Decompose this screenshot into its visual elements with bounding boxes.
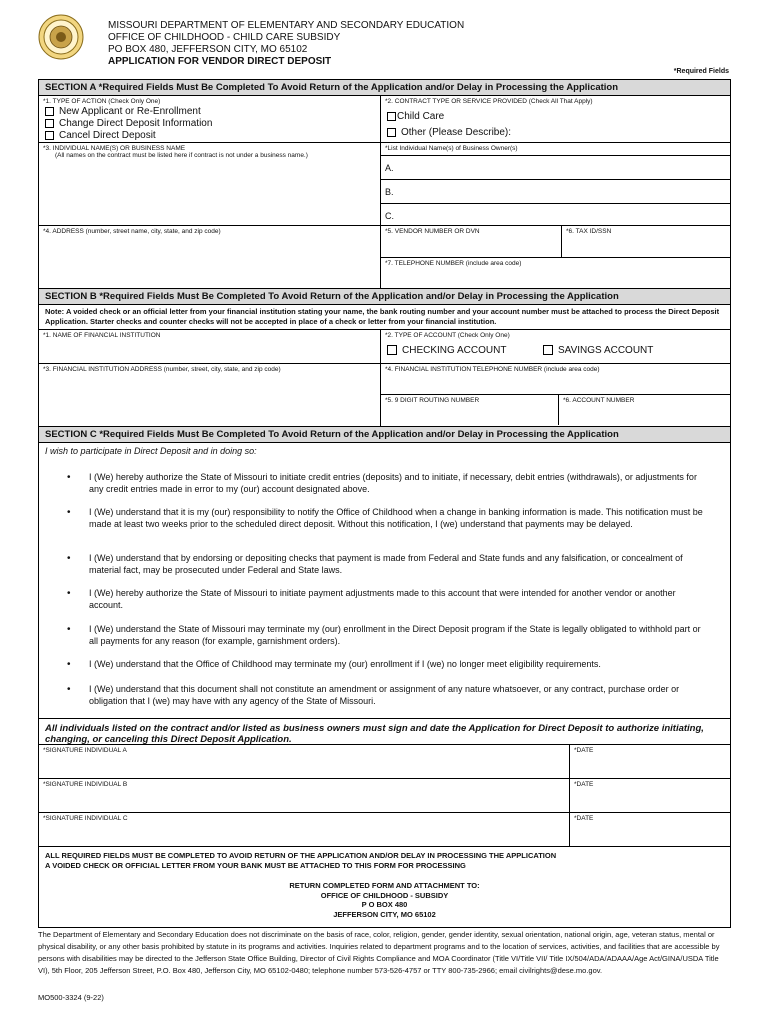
contract-type-label: *2. CONTRACT TYPE OR SERVICE PROVIDED (Check All That Apply) <box>385 98 593 105</box>
section-c-intro: I wish to participate in Direct Deposit and in doing so: <box>45 446 257 456</box>
checking-account-option[interactable]: CHECKING ACCOUNT <box>381 344 537 356</box>
financial-institution-address-label: *3. FINANCIAL INSTITUTION ADDRESS (number, street, city, state, and zip code) <box>43 366 281 373</box>
header-line-2: OFFICE OF CHILDHOOD - CHILD CARE SUBSIDY <box>108 32 341 43</box>
list-item: • I (We) understand that it is my (our) responsibility to notify the Office of Childhood when a change in banking information is made. This notification must be made at least two weeks prior to the scheduled direct deposit. Without this notification, I (we) understand that payments may be delayed. <box>67 507 703 529</box>
section-b-note: Note: A voided check or an official letter from your financial institution stating your name, the bank routing number and your account number must be attached to process the Direct Deposit Application. Starter checks and counter checks will not be accepted in place of a check or letter from your financial institution. <box>39 305 730 330</box>
checkbox[interactable] <box>387 112 396 121</box>
contract-option-other[interactable]: Other (Please Describe): <box>381 126 730 138</box>
account-number-label: *6. ACCOUNT NUMBER <box>563 397 635 404</box>
application-form <box>38 79 731 928</box>
individual-name-field[interactable] <box>39 143 381 225</box>
signature-a-field[interactable]: *SIGNATURE INDIVIDUAL A <box>39 745 570 778</box>
routing-number-field[interactable] <box>381 395 559 425</box>
address-label: *4. ADDRESS (number, street name, city, state, and zip code) <box>43 228 221 235</box>
owner-b-field[interactable]: B. <box>381 179 730 203</box>
nondiscrimination-statement: The Department of Elementary and Secondary Education does not discriminate on the basis of race, color, religion, gender, gender identity, sexual orientation, national origin, age, veteran status, mental or physical disability, or any other basis prohibited by statute in its programs and activities. Inquiries related to department programs and to the location of services, activities, and facilities that are accessible by persons with disabilities may be directed to the Jefferson State Office Building, Director of Civil Rights Compliance and MOA Coordinator (Title VI/Title VII/ Title IX/504/ADA/ADAAA/Age Act/GINA/USDA Title VI), 5th Floor, 205 Jefferson Street, P.O. Box 480, Jefferson City, MO 65102-0480; telephone number 573-526-4757 or TTY 800-735-2966; email civilrights@dese.mo.gov. <box>38 930 720 975</box>
address-field[interactable] <box>39 226 381 288</box>
telephone-label: *7. TELEPHONE NUMBER (include area code) <box>385 260 522 267</box>
section-c-header: SECTION C *Required Fields Must Be Completed To Avoid Return of the Application and/or Delay in Processing the Application <box>39 426 730 443</box>
signature-b-field[interactable]: *SIGNATURE INDIVIDUAL B <box>39 779 570 812</box>
signature-row-c <box>39 812 730 846</box>
vendor-number-field[interactable] <box>381 226 562 257</box>
financial-institution-phone-label: *4. FINANCIAL INSTITUTION TELEPHONE NUMBER (include area code) <box>385 366 600 373</box>
financial-institution-name-field[interactable] <box>39 330 381 363</box>
checkbox[interactable] <box>387 345 397 355</box>
owner-c-field[interactable]: C. <box>381 203 730 227</box>
action-option-cancel[interactable]: Cancel Direct Deposit <box>39 129 380 141</box>
required-warning: ALL REQUIRED FIELDS MUST BE COMPLETED TO AVOID RETURN OF THE APPLICATION AND/OR DELAY IN PROCESSING THE APPLICATION A VOIDED CHECK OR OFFICIAL LETTER FROM YOUR BANK MUST BE ATTACHED TO THIS FORM FOR PROCESSING <box>39 846 730 875</box>
action-option-new[interactable]: New Applicant or Re-Enrollment <box>39 105 380 117</box>
financial-institution-phone-field[interactable] <box>381 364 730 395</box>
signers-note: All individuals listed on the contract and/or listed as business owners must sign and date the Application for Direct Deposit to authorize initiating, changing, or canceling this Direct Deposit Application. <box>39 718 730 744</box>
checkbox[interactable] <box>45 119 54 128</box>
authorization-list <box>39 462 730 718</box>
signature-row-b <box>39 778 730 812</box>
list-item: • I (We) hereby authorize the State of Missouri to initiate credit entries (deposits) and to initiate, if necessary, debit entries (withdrawals), or adjustments for any credit entries made in error to my (our) account designated above. <box>67 472 697 494</box>
vendor-number-label: *5. VENDOR NUMBER OR DVN <box>385 228 480 235</box>
form-title: APPLICATION FOR VENDOR DIRECT DEPOSIT <box>108 56 332 67</box>
owners-label: *List Individual Name(s) of Business Owner(s) <box>385 145 518 152</box>
account-type-label: *2. TYPE OF ACCOUNT (Check Only One) <box>385 332 510 339</box>
section-a-header: SECTION A *Required Fields Must Be Completed To Avoid Return of the Application and/or Delay in Processing the Application <box>39 80 730 96</box>
savings-account-option[interactable]: SAVINGS ACCOUNT <box>537 344 653 356</box>
list-item: • I (We) hereby authorize the State of Missouri to initiate payment adjustments made to this account that were intended for another vendor or another account. <box>67 588 676 610</box>
list-item: • I (We) understand that the Office of Childhood may terminate my (our) enrollment if I (we) no longer meet eligibility requirements. <box>67 659 601 670</box>
account-number-field[interactable] <box>559 395 730 425</box>
owner-a-field[interactable]: A. <box>381 155 730 179</box>
signature-c-field[interactable]: *SIGNATURE INDIVIDUAL C <box>39 813 570 846</box>
list-item: • I (We) understand that this document shall not constitute an amendment or assignment of any nature whatsoever, or any contract, purchase order or obligation that I (we) may have with any agency of the State of Missouri. <box>67 684 680 706</box>
list-item: • I (We) understand the State of Missouri may terminate my (our) enrollment in the Direct Deposit program if the State is legally obligated to withhold part or all payments for any reason (for example, garnishment orders). <box>67 624 701 646</box>
action-option-change[interactable]: Change Direct Deposit Information <box>39 117 380 129</box>
checkbox[interactable] <box>45 107 54 116</box>
financial-institution-address-field[interactable] <box>39 364 381 426</box>
telephone-field[interactable] <box>381 258 730 288</box>
state-seal-logo <box>38 14 84 60</box>
financial-institution-name-label: *1. NAME OF FINANCIAL INSTITUTION <box>43 332 161 339</box>
header-line-3: PO BOX 480, JEFFERSON CITY, MO 65102 <box>108 44 308 55</box>
routing-number-label: *5. 9 DIGIT ROUTING NUMBER <box>385 397 480 404</box>
type-of-action-label: *1. TYPE OF ACTION (Check Only One) <box>43 98 161 105</box>
contract-option-child-care[interactable]: Child Care <box>381 110 730 122</box>
checkbox[interactable] <box>45 131 54 140</box>
form-number: MO500-3324 (9-22) <box>38 993 104 1002</box>
date-b-field[interactable]: *DATE <box>574 781 594 788</box>
tax-id-field[interactable] <box>562 226 730 257</box>
date-a-field[interactable]: *DATE <box>574 747 594 754</box>
return-address: RETURN COMPLETED FORM AND ATTACHMENT TO: OFFICE OF CHILDHOOD - SUBSIDY P O BOX 480 JEFFERSON CITY, MO 65102 <box>289 881 480 919</box>
individual-name-label: *3. INDIVIDUAL NAME(S) OR BUSINESS NAME <box>43 145 186 152</box>
required-fields-note: *Required Fields <box>673 68 729 75</box>
section-b-header: SECTION B *Required Fields Must Be Completed To Avoid Return of the Application and/or Delay in Processing the Application <box>39 288 730 305</box>
signature-row-a <box>39 744 730 778</box>
header-line-1: MISSOURI DEPARTMENT OF ELEMENTARY AND SECONDARY EDUCATION <box>108 20 465 31</box>
tax-id-label: *6. TAX ID/SSN <box>566 228 612 235</box>
checkbox[interactable] <box>543 345 553 355</box>
date-c-field[interactable]: *DATE <box>574 815 594 822</box>
header <box>108 20 464 68</box>
individual-name-note: (All names on the contract must be listed here if contract is not under a business name.) <box>55 152 308 159</box>
checkbox[interactable] <box>387 128 396 137</box>
list-item: • I (We) understand that by endorsing or depositing checks that payment is made from Federal and State funds and any falsification, or concealment of material fact, may be prosecuted under Federal and State laws. <box>67 553 683 575</box>
